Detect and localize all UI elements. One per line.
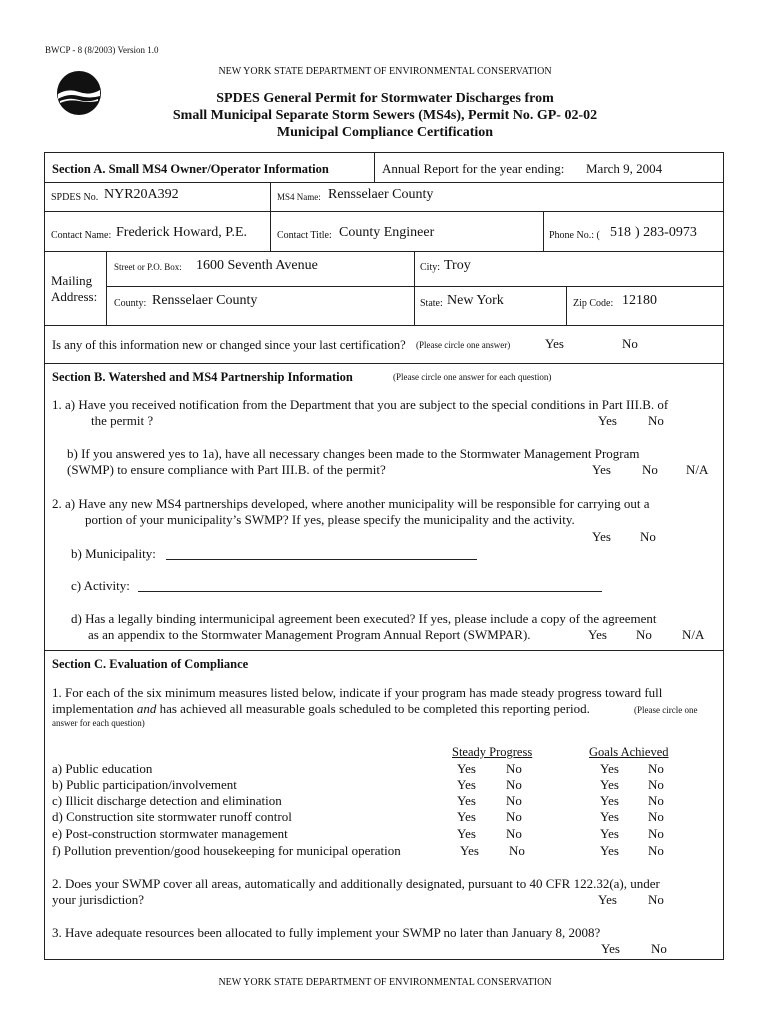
q2d-no[interactable]: No	[636, 627, 652, 642]
q2a-yes[interactable]: Yes	[592, 529, 611, 544]
spdes-label: SPDES No.	[51, 192, 99, 203]
measure-b-goals-no[interactable]: No	[648, 777, 664, 792]
q2d-na[interactable]: N/A	[682, 627, 705, 642]
ms4-name-label: MS4 Name:	[277, 192, 321, 202]
zip-label: Zip Code:	[573, 298, 614, 309]
measure-a-goals-no[interactable]: No	[648, 761, 664, 776]
measure-b: b) Public participation/involvement	[52, 777, 237, 792]
agency-header: NEW YORK STATE DEPARTMENT OF ENVIRONMENTAL CONSERVATION	[218, 66, 552, 77]
mailing-label-2: Address:	[51, 289, 98, 304]
measure-c-goals-yes[interactable]: Yes	[600, 793, 619, 808]
q1b-no[interactable]: No	[642, 462, 658, 477]
activity-field[interactable]	[138, 591, 602, 592]
info-changed-no[interactable]: No	[622, 336, 638, 351]
c-q2-yes[interactable]: Yes	[598, 892, 617, 907]
phone-number[interactable]: ) 283-0973	[635, 225, 697, 240]
section-b-note: (Please circle one answer for each question)	[393, 372, 552, 382]
measure-b-goals-yes[interactable]: Yes	[600, 777, 619, 792]
measure-f: f) Pollution prevention/good housekeeping for municipal operation	[52, 843, 401, 858]
measure-f-goals-yes[interactable]: Yes	[600, 843, 619, 858]
col-goals-achieved: Goals Achieved	[589, 745, 669, 759]
q1a-text-1: 1. a) Have you received notification from the Department that you are subject to the special conditions in Part III.B. of	[52, 397, 669, 412]
mailing-label-1: Mailing	[51, 273, 93, 288]
q2c-label: c) Activity:	[71, 578, 130, 593]
form-title-2: Small Municipal Separate Storm Sewers (MS4s), Permit No. GP- 02-02	[172, 108, 598, 123]
dec-logo-icon	[56, 70, 102, 116]
form-id: BWCP - 8 (8/2003) Version 1.0	[45, 45, 159, 55]
spdes-value[interactable]: NYR20A392	[104, 187, 179, 202]
measure-a: a) Public education	[52, 761, 153, 776]
state-value[interactable]: New York	[447, 293, 504, 308]
q1b-yes[interactable]: Yes	[592, 462, 611, 477]
c-q3-yes[interactable]: Yes	[601, 941, 620, 956]
c-q3-text: 3. Have adequate resources been allocated to fully implement your SWMP no later than January 8, 2008?	[52, 925, 601, 940]
measure-d: d) Construction site stormwater runoff control	[52, 809, 292, 824]
col-steady-progress: Steady Progress	[452, 745, 533, 759]
measure-c-goals-no[interactable]: No	[648, 793, 664, 808]
annual-report-value[interactable]: March 9, 2004	[586, 161, 663, 176]
q2d-yes[interactable]: Yes	[588, 627, 607, 642]
measure-e-progress-no[interactable]: No	[506, 826, 522, 841]
form-title-3: Municipal Compliance Certification	[276, 125, 494, 140]
phone-area-code[interactable]: 518	[610, 225, 631, 240]
measure-d-goals-no[interactable]: No	[648, 809, 664, 824]
measure-a-goals-yes[interactable]: Yes	[600, 761, 619, 776]
info-changed-question: Is any of this information new or changed since your last certification?	[52, 338, 406, 352]
ms4-name-value[interactable]: Rensselaer County	[328, 187, 434, 202]
annual-report-label: Annual Report for the year ending:	[382, 161, 565, 176]
section-a-heading: Section A. Small MS4 Owner/Operator Information	[52, 162, 329, 176]
contact-name-value[interactable]: Frederick Howard, P.E.	[116, 225, 248, 240]
c-q2-text-1: 2. Does your SWMP cover all areas, automatically and additionally designated, pursuant to 40 CFR 122.32(a), under	[52, 876, 660, 891]
q2a-no[interactable]: No	[640, 529, 656, 544]
measure-e-goals-no[interactable]: No	[648, 826, 664, 841]
q2a-text-2: portion of your municipality’s SWMP? If yes, please specify the municipality and the activity.	[85, 512, 575, 527]
measure-f-progress-no[interactable]: No	[509, 843, 525, 858]
q1a-yes[interactable]: Yes	[598, 413, 617, 428]
section-b-heading: Section B. Watershed and MS4 Partnership Information	[52, 370, 353, 384]
city-label: City:	[420, 262, 441, 273]
c-q1-note-1: (Please circle one	[634, 705, 698, 715]
measure-a-progress-yes[interactable]: Yes	[457, 761, 476, 776]
measure-d-progress-yes[interactable]: Yes	[457, 809, 476, 824]
measure-d-progress-no[interactable]: No	[506, 809, 522, 824]
street-label: Street or P.O. Box:	[114, 262, 182, 272]
measure-c: c) Illicit discharge detection and elimination	[52, 793, 282, 808]
phone-label: Phone No.: (	[549, 230, 600, 241]
county-label: County:	[114, 298, 147, 309]
measure-e-goals-yes[interactable]: Yes	[600, 826, 619, 841]
measure-e-progress-yes[interactable]: Yes	[457, 826, 476, 841]
q2d-text-1: d) Has a legally binding intermunicipal agreement been executed? If yes, please include a copy of the agreement	[71, 611, 657, 626]
agency-footer: NEW YORK STATE DEPARTMENT OF ENVIRONMENTAL CONSERVATION	[218, 977, 552, 988]
measure-c-progress-yes[interactable]: Yes	[457, 793, 476, 808]
q1a-text-2: the permit ?	[91, 413, 154, 428]
q1a-no[interactable]: No	[648, 413, 664, 428]
measure-b-progress-no[interactable]: No	[506, 777, 522, 792]
c-q2-no[interactable]: No	[648, 892, 664, 907]
c-q1-text-2: implementation and has achieved all measurable goals scheduled to be completed this reporting period.	[52, 701, 590, 716]
city-value[interactable]: Troy	[444, 258, 471, 273]
measure-d-goals-yes[interactable]: Yes	[600, 809, 619, 824]
measure-f-goals-no[interactable]: No	[648, 843, 664, 858]
form-title-1: SPDES General Permit for Stormwater Discharges from	[216, 91, 554, 106]
info-changed-note: (Please circle one answer)	[416, 340, 511, 350]
measure-a-progress-no[interactable]: No	[506, 761, 522, 776]
measure-f-progress-yes[interactable]: Yes	[460, 843, 479, 858]
measure-e: e) Post-construction stormwater management	[52, 826, 288, 841]
county-value[interactable]: Rensselaer County	[152, 293, 258, 308]
q1b-text-2: (SWMP) to ensure compliance with Part III.B. of the permit?	[67, 462, 386, 477]
measure-c-progress-no[interactable]: No	[506, 793, 522, 808]
q2d-text-2: as an appendix to the Stormwater Management Program Annual Report (SWMPAR).	[88, 627, 531, 642]
q1b-text-1: b) If you answered yes to 1a), have all necessary changes been made to the Stormwater Management Program	[67, 446, 640, 461]
municipality-field[interactable]	[166, 559, 477, 560]
c-q3-no[interactable]: No	[651, 941, 667, 956]
section-c-heading: Section C. Evaluation of Compliance	[52, 657, 249, 671]
state-label: State:	[420, 298, 443, 309]
contact-title-label: Contact Title:	[277, 230, 332, 241]
zip-value[interactable]: 12180	[622, 293, 657, 308]
contact-name-label: Contact Name:	[51, 230, 112, 241]
q2a-text-1: 2. a) Have any new MS4 partnerships developed, where another municipality will be responsible for carrying out a	[52, 496, 650, 511]
c-q2-text-2: your jurisdiction?	[52, 892, 145, 907]
street-value[interactable]: 1600 Seventh Avenue	[196, 258, 318, 273]
c-q1-text-1: 1. For each of the six minimum measures listed below, indicate if your program has made steady progress toward full	[52, 685, 663, 700]
info-changed-yes[interactable]: Yes	[545, 336, 564, 351]
q1b-na[interactable]: N/A	[686, 462, 709, 477]
contact-title-value[interactable]: County Engineer	[339, 225, 435, 240]
measure-b-progress-yes[interactable]: Yes	[457, 777, 476, 792]
c-q1-note-2: answer for each question)	[52, 718, 145, 728]
q2b-label: b) Municipality:	[71, 546, 156, 561]
